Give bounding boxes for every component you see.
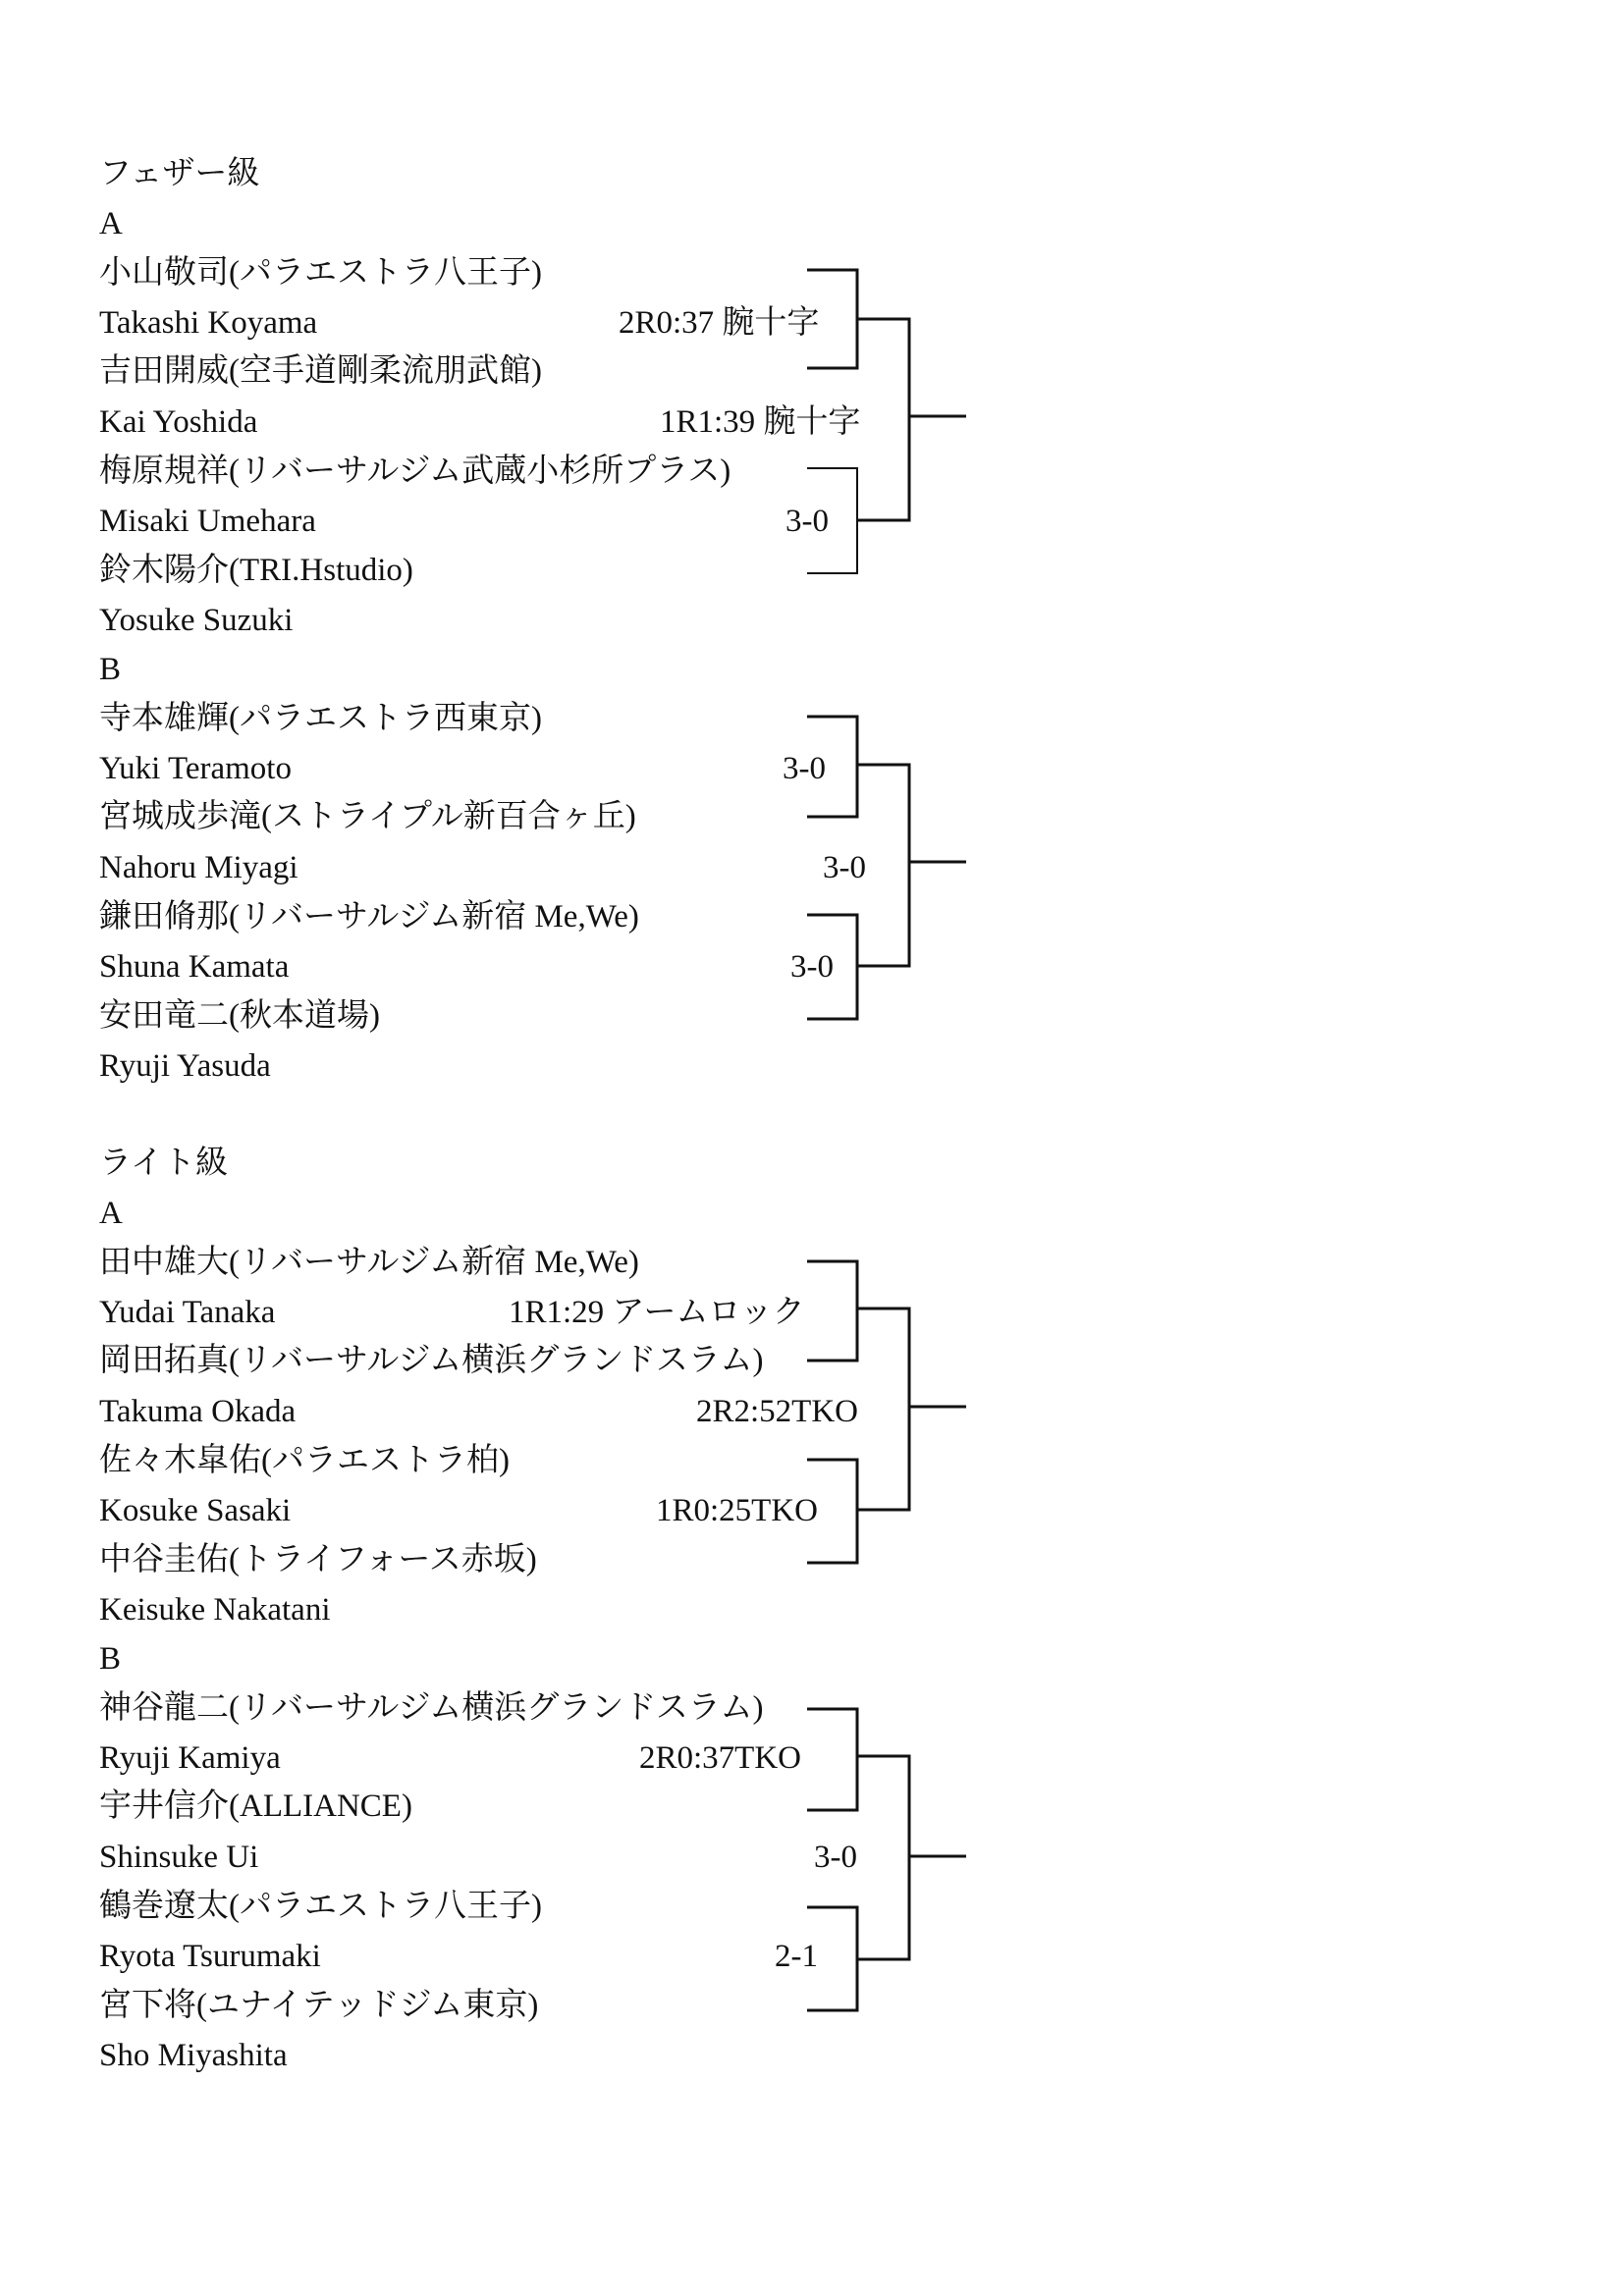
fighter-en: Yosuke Suzuki xyxy=(99,603,294,638)
fighter-jp: 寺本雄輝(パラエストラ西東京) xyxy=(99,701,542,736)
fighter-jp: 宮下将(ユナイテッドジム東京) xyxy=(99,1988,539,2023)
fighter-en: Shuna Kamata xyxy=(99,949,290,985)
fighter-jp: 岡田拓真(リバーサルジム横浜グランドスラム) xyxy=(99,1343,764,1378)
match-result: 2R0:37TKO xyxy=(639,1740,801,1776)
bracket-light-b-final xyxy=(857,1756,966,1959)
fighter-en: Kosuke Sasaki xyxy=(99,1493,292,1528)
block-label: B xyxy=(99,1641,122,1677)
fighter-en: Takuma Okada xyxy=(99,1394,297,1429)
fighter-en: Ryuji Kamiya xyxy=(99,1740,281,1776)
fighter-jp: 中谷圭佑(トライフォース赤坂) xyxy=(99,1542,537,1577)
fighter-jp: 鈴木陽介(TRI.Hstudio) xyxy=(99,553,413,588)
match-result: 1R1:39 腕十字 xyxy=(660,404,861,440)
fighter-en: Keisuke Nakatani xyxy=(99,1592,331,1628)
fighter-jp: 佐々木皐佑(パラエストラ柏) xyxy=(99,1443,510,1478)
bracket-light-a-final xyxy=(857,1308,966,1510)
fighter-jp: 鎌田脩那(リバーサルジム新宿 Me,We) xyxy=(99,899,639,934)
division-title: ライト級 xyxy=(99,1146,229,1181)
block-label: A xyxy=(99,1196,123,1231)
match-result: 2R0:37 腕十字 xyxy=(619,305,820,341)
fighter-jp: 吉田開威(空手道剛柔流朋武館) xyxy=(99,353,542,389)
fighter-en: Misaki Umehara xyxy=(99,504,316,539)
match-result: 2-1 xyxy=(775,1939,818,1974)
fighter-en: Sho Miyashita xyxy=(99,2038,288,2073)
bracket-feather-a-final xyxy=(857,319,966,520)
fighter-en: Ryuji Yasuda xyxy=(99,1048,271,1084)
fighter-jp: 田中雄大(リバーサルジム新宿 Me,We) xyxy=(99,1245,639,1280)
match-result: 3-0 xyxy=(814,1840,857,1875)
fighter-en: Ryota Tsurumaki xyxy=(99,1939,321,1974)
fighter-jp: 宮城成歩滝(ストライプル新百合ヶ丘) xyxy=(99,799,636,834)
fighter-en: Kai Yoshida xyxy=(99,404,258,440)
match-result: 3-0 xyxy=(823,850,866,885)
division-title: フェザー級 xyxy=(99,156,260,191)
bracket-feather-b-final xyxy=(857,765,966,966)
match-result: 3-0 xyxy=(785,504,829,539)
fighter-jp: 鶴巻遼太(パラエストラ八王子) xyxy=(99,1889,542,1924)
fighter-en: Takashi Koyama xyxy=(99,305,318,341)
fighter-jp: 宇井信介(ALLIANCE) xyxy=(99,1789,412,1824)
fighter-jp: 安田竜二(秋本道場) xyxy=(99,998,380,1034)
match-result: 2R2:52TKO xyxy=(696,1394,858,1429)
block-label: A xyxy=(99,206,123,241)
match-result: 3-0 xyxy=(783,751,826,786)
fighter-en: Yuki Teramoto xyxy=(99,751,292,786)
block-label: B xyxy=(99,652,122,687)
fighter-jp: 小山敬司(パラエストラ八王子) xyxy=(99,255,542,291)
bracket-light-a-match1 xyxy=(807,1261,857,1361)
fighter-en: Nahoru Miyagi xyxy=(99,850,298,885)
match-result: 3-0 xyxy=(790,949,834,985)
fighter-en: Shinsuke Ui xyxy=(99,1840,259,1875)
match-result: 1R0:25TKO xyxy=(656,1493,818,1528)
fighter-jp: 神谷龍二(リバーサルジム横浜グランドスラム) xyxy=(99,1690,764,1726)
fighter-jp: 梅原規祥(リバーサルジム武蔵小杉所プラス) xyxy=(99,454,731,489)
bracket-light-b-match1 xyxy=(807,1709,857,1810)
match-result: 1R1:29 アームロック xyxy=(509,1295,805,1330)
fighter-en: Yudai Tanaka xyxy=(99,1295,276,1330)
